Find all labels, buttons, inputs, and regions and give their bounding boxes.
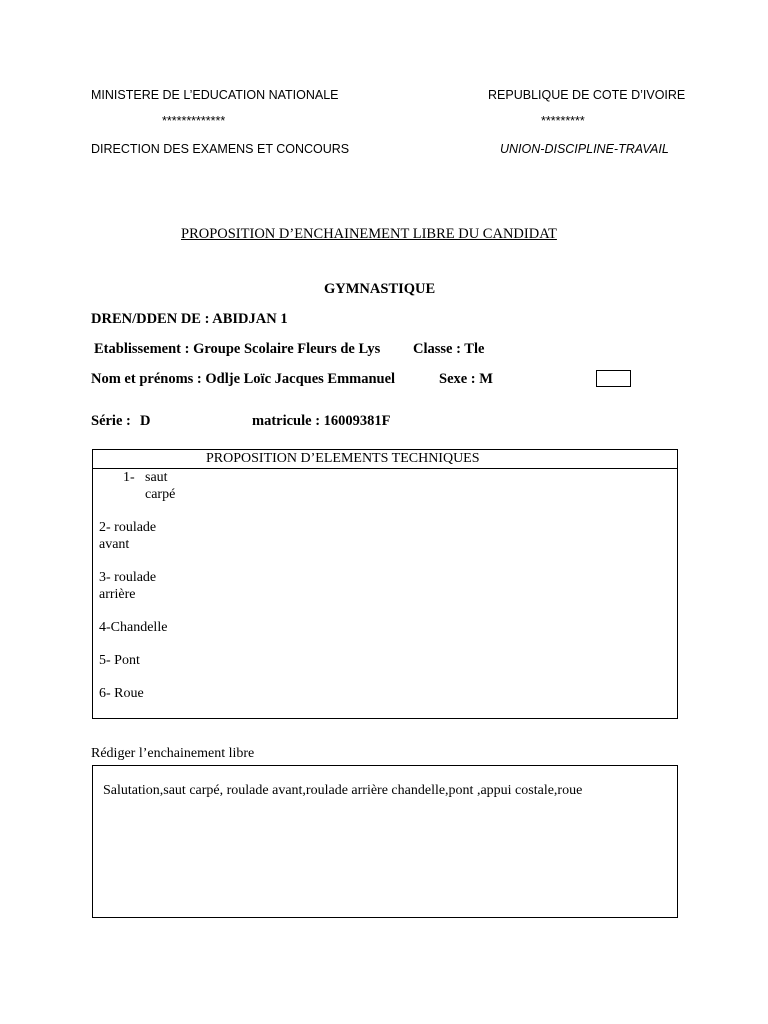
dren-field: DREN/DDEN DE : ABIDJAN 1 xyxy=(91,311,288,327)
enchainement-label: Rédiger l’enchainement libre xyxy=(91,746,255,761)
enchainement-text: Salutation,saut carpé, roulade avant,roulade arrière chandelle,pont ,appui costale,roue xyxy=(103,783,583,798)
header-left-stars: ************* xyxy=(162,114,226,128)
direction-name: DIRECTION DES EXAMENS ET CONCOURS xyxy=(91,142,350,156)
subject-title: GYMNASTIQUE xyxy=(324,281,436,297)
sexe-checkbox xyxy=(596,370,631,387)
element-3-line1: 3- roulade xyxy=(99,570,157,585)
nom-field: Nom et prénoms : Odlje Loïc Jacques Emmanuel xyxy=(91,371,396,387)
element-3-line2: arrière xyxy=(99,587,136,602)
element-1-line2: carpé xyxy=(145,487,176,502)
elements-list-box xyxy=(92,468,678,719)
etablissement-field: Etablissement : Groupe Scolaire Fleurs de Lys xyxy=(94,341,381,357)
elements-heading: PROPOSITION D’ELEMENTS TECHNIQUES xyxy=(206,451,480,466)
element-5: 5- Pont xyxy=(99,653,140,668)
matricule-field: matricule : 16009381F xyxy=(252,413,391,429)
element-1-line1: saut xyxy=(145,470,168,485)
header-right-stars: ********* xyxy=(541,114,585,128)
element-2-line2: avant xyxy=(99,537,130,552)
classe-field: Classe : Tle xyxy=(413,341,485,357)
element-2-line1: 2- roulade xyxy=(99,520,157,535)
national-motto: UNION-DISCIPLINE-TRAVAIL xyxy=(500,142,669,156)
serie-label: Série : xyxy=(91,413,131,429)
republic-name: REPUBLIQUE DE COTE D’IVOIRE xyxy=(488,88,686,102)
sexe-field: Sexe : M xyxy=(439,371,493,387)
elements-table-header xyxy=(92,449,678,469)
serie-value: D xyxy=(140,413,151,429)
enchainement-box xyxy=(92,765,678,918)
ministry-name: MINISTERE DE L’EDUCATION NATIONALE xyxy=(91,88,339,102)
element-4: 4-Chandelle xyxy=(99,620,168,635)
element-6: 6- Roue xyxy=(99,686,144,701)
document-title: PROPOSITION D’ENCHAINEMENT LIBRE DU CANDIDAT xyxy=(181,226,557,242)
element-1-number: 1- xyxy=(123,470,135,485)
